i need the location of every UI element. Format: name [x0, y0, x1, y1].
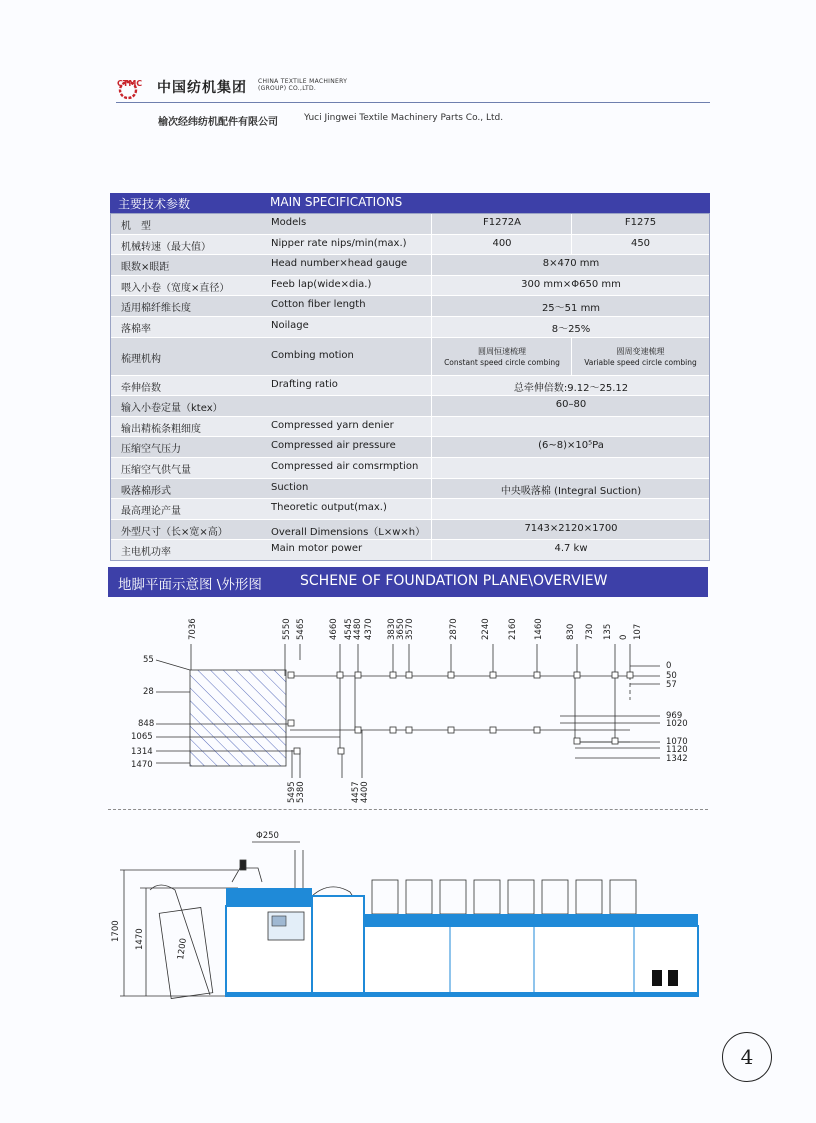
spec-label-en: Main motor power: [271, 543, 363, 555]
spec-label-cn: 最高理论产量: [121, 506, 181, 518]
dim-top: 4480: [353, 618, 363, 640]
dim-right: 1342: [666, 754, 688, 764]
specs-table: [110, 213, 710, 561]
dim-lap-length: 1200: [176, 937, 189, 961]
anchor-bolt: [294, 748, 300, 754]
dim-bottom: 5495: [287, 781, 297, 803]
dim-right: 1070: [666, 737, 688, 747]
anchor-bolt: [390, 672, 396, 678]
anchor-bolt: [534, 727, 540, 733]
combing-constant-cn: 圆周恒速梳理: [478, 346, 526, 356]
dim-top: 2870: [449, 618, 459, 640]
dim-top: 730: [585, 623, 595, 640]
dim-top: 107: [633, 623, 643, 640]
creel-area: [190, 670, 286, 766]
anchor-bolt: [574, 738, 580, 744]
foundation-title-cn: 地脚平面示意图 \外形图: [118, 577, 262, 593]
spec-row: [111, 479, 709, 500]
column-divider: [431, 255, 432, 275]
spec-row: [111, 235, 709, 256]
brand-name-en: CHINA TEXTILE MACHINERY (GROUP) CO.,LTD.: [258, 78, 348, 92]
dim-bottom: 4457: [351, 781, 361, 803]
dim-right: 969: [666, 711, 683, 721]
dim-right: 1120: [666, 745, 688, 755]
ctmc-logo: [116, 76, 152, 100]
dim-top: 4545: [344, 618, 354, 640]
specs-title-cn: 主要技术参数: [118, 197, 191, 211]
anchor-bolt: [288, 720, 294, 726]
dim-top: 7036: [188, 618, 198, 640]
column-divider: [431, 276, 432, 296]
spec-label-en: Head number×head gauge: [271, 258, 408, 270]
spec-label-cn: 喂入小卷（宽度×直径）: [121, 282, 230, 294]
column-divider: [431, 417, 432, 437]
spec-label-en: Compressed air comsrmption: [271, 460, 419, 472]
dim-height-total: 1700: [111, 920, 121, 942]
dim-left: 1065: [131, 732, 153, 742]
dim-top: 3650: [396, 618, 406, 640]
dim-bottom: 4400: [360, 781, 370, 803]
spec-row: [111, 376, 709, 397]
specs-heading: [110, 193, 710, 213]
spec-label-en: Feeb lap(wide×dia.): [271, 278, 372, 290]
spec-value: 7143×2120×1700: [524, 522, 618, 534]
column-divider: [431, 458, 432, 478]
spec-label-en: Overall Dimensions（L×w×h）: [271, 526, 426, 538]
spec-value: 25～51 mm: [541, 303, 601, 315]
dim-top: 4660: [329, 618, 339, 640]
spec-value: (6~8)×10⁵Pa: [538, 440, 604, 452]
header-rule: [116, 102, 710, 103]
anchor-bolt: [406, 672, 412, 678]
anchor-bolt: [534, 672, 540, 678]
spec-label-en: Theoretic output(max.): [271, 502, 387, 514]
spec-label-cn: 机 型: [121, 221, 151, 232]
spec-label-en: Compressed yarn denier: [271, 419, 394, 431]
spec-value: 4.7 kw: [554, 543, 588, 555]
foundation-title-en: SCHENE OF FOUNDATION PLANE\OVERVIEW: [300, 573, 608, 589]
spec-label-en: Compressed air pressure: [271, 440, 396, 452]
svg-text:CTMC: CTMC: [117, 79, 143, 88]
spec-row: [111, 214, 709, 235]
combing-constant: [433, 346, 571, 368]
dim-top: 3830: [387, 618, 397, 640]
anchor-bolt: [612, 738, 618, 744]
spec-row: [111, 520, 709, 541]
spec-row: [111, 338, 709, 376]
foundation-heading: [108, 567, 708, 597]
dim-top: 830: [566, 623, 576, 640]
spec-value: 总牵伸倍数:9.12～25.12: [513, 382, 629, 394]
spec-label-en: Cotton fiber length: [271, 299, 366, 311]
anchor-bolt: [612, 672, 618, 678]
spec-label-en: Drafting ratio: [271, 378, 338, 390]
combing-variable-en: Variable speed circle combing: [584, 357, 697, 367]
column-divider: [431, 437, 432, 457]
dim-top: 1460: [534, 618, 544, 640]
spec-row: [111, 540, 709, 560]
combing-variable-cn: 圆周变速梳理: [616, 346, 665, 356]
spec-label-en: Suction: [271, 481, 309, 493]
dim-top: 5465: [296, 618, 306, 640]
spec-row: [111, 499, 709, 520]
combing-variable: [572, 346, 709, 368]
dim-right: 1020: [666, 719, 688, 729]
anchor-bolt: [390, 727, 396, 733]
brand-name-cn: 中国纺机集团: [157, 80, 247, 96]
spec-label-cn: 适用棉纤维长度: [121, 303, 191, 315]
dim-left: 1470: [131, 760, 153, 770]
dim-top: 2160: [508, 618, 518, 640]
dim-right: 0: [666, 661, 672, 671]
column-divider: [431, 499, 432, 519]
company-name-en: Yuci Jingwei Textile Machinery Parts Co., Ltd.: [304, 113, 504, 123]
spec-label-cn: 机械转速（最大值）: [121, 241, 211, 253]
spec-row: [111, 317, 709, 338]
anchor-bolt: [490, 672, 496, 678]
spec-label-en: Combing motion: [271, 349, 354, 361]
dim-top: 3570: [405, 618, 415, 640]
specs-title-en: MAIN SPECIFICATIONS: [270, 195, 403, 209]
spec-label-cn: 眼数×眼距: [121, 262, 170, 274]
dim-right: 57: [666, 680, 677, 690]
dim-height-lap: 1470: [135, 928, 145, 950]
spec-row: [111, 255, 709, 276]
dim-top: 2240: [481, 618, 491, 640]
spec-label-en: Models: [271, 217, 307, 228]
column-divider: [431, 214, 432, 234]
spec-label-en: Noilage: [271, 319, 309, 331]
anchor-bolt: [627, 672, 633, 678]
spec-value-f1275: 450: [630, 237, 651, 249]
spec-label-cn: 输出精梳条粗细度: [121, 423, 201, 435]
company-name-cn: 榆次经纬纺机配件有限公司: [158, 117, 278, 128]
spec-value-f1272a: 400: [492, 237, 512, 249]
spec-row: [111, 417, 709, 438]
column-divider: [431, 376, 432, 396]
page-number: 4: [722, 1032, 772, 1082]
dim-bottom: 5380: [296, 781, 306, 803]
spec-label-cn: 压缩空气供气量: [121, 464, 191, 476]
foundation-plan-drawing: [0, 600, 816, 805]
can-creel: [372, 880, 636, 914]
spec-row: [111, 396, 709, 417]
spec-label-cn: 外型尺寸（长×宽×高）: [121, 526, 228, 538]
section-divider: [108, 809, 708, 810]
spec-label-cn: 压缩空气压力: [121, 444, 181, 456]
spec-row: [111, 437, 709, 458]
spec-value: 8×470 mm: [542, 258, 600, 270]
anchor-bolt: [448, 727, 454, 733]
spec-value-f1275: F1275: [624, 217, 657, 228]
spec-value-f1272a: F1272A: [482, 217, 522, 228]
anchor-bolt: [338, 748, 344, 754]
spec-label-cn: 吸落棉形式: [121, 485, 171, 497]
spec-value: 300 mm×Φ650 mm: [521, 278, 621, 290]
spec-value: 8～25%: [551, 323, 591, 335]
spec-label-cn: 主电机功率: [121, 547, 171, 559]
dim-left: 55: [143, 655, 154, 665]
spec-label-en: Nipper rate nips/min(max.): [271, 237, 407, 249]
anchor-bolt: [337, 672, 343, 678]
spec-row: [111, 458, 709, 479]
column-divider: [431, 235, 432, 255]
dim-top: 135: [603, 623, 613, 640]
column-divider: [431, 520, 432, 540]
dim-top: 4370: [364, 618, 374, 640]
dim-diameter: Φ250: [256, 831, 279, 841]
spec-value: 中央吸落棉 (Integral Suction): [500, 485, 642, 497]
spec-label-cn: 梳理机构: [121, 353, 161, 365]
dim-right: 50: [666, 671, 677, 681]
dim-top: 5550: [282, 618, 292, 640]
combing-constant-en: Constant speed circle combing: [444, 357, 560, 367]
spec-label-cn: 输入小卷定量（ktex）: [121, 403, 223, 415]
dim-left: 28: [143, 687, 154, 697]
machine-body: [226, 888, 698, 996]
anchor-bolt: [490, 727, 496, 733]
anchor-bolt: [288, 672, 294, 678]
column-divider: [431, 479, 432, 499]
column-divider: [431, 338, 432, 375]
spec-value: 60–80: [555, 399, 587, 411]
column-divider: [431, 296, 432, 316]
dim-left: 1314: [131, 747, 153, 757]
spec-label-cn: 落棉率: [121, 323, 151, 335]
anchor-bolt: [448, 672, 454, 678]
machine-overview-drawing: [0, 820, 816, 1005]
column-divider: [431, 317, 432, 337]
dim-top: 0: [619, 634, 629, 640]
anchor-bolt: [406, 727, 412, 733]
anchor-bolt: [355, 672, 361, 678]
dim-left: 848: [138, 719, 155, 729]
column-divider: [431, 540, 432, 560]
column-divider: [431, 396, 432, 416]
spec-row: [111, 296, 709, 317]
anchor-bolt: [574, 672, 580, 678]
spec-row: [111, 276, 709, 297]
spec-label-cn: 牵伸倍数: [121, 382, 161, 394]
anchor-bolt: [355, 727, 361, 733]
